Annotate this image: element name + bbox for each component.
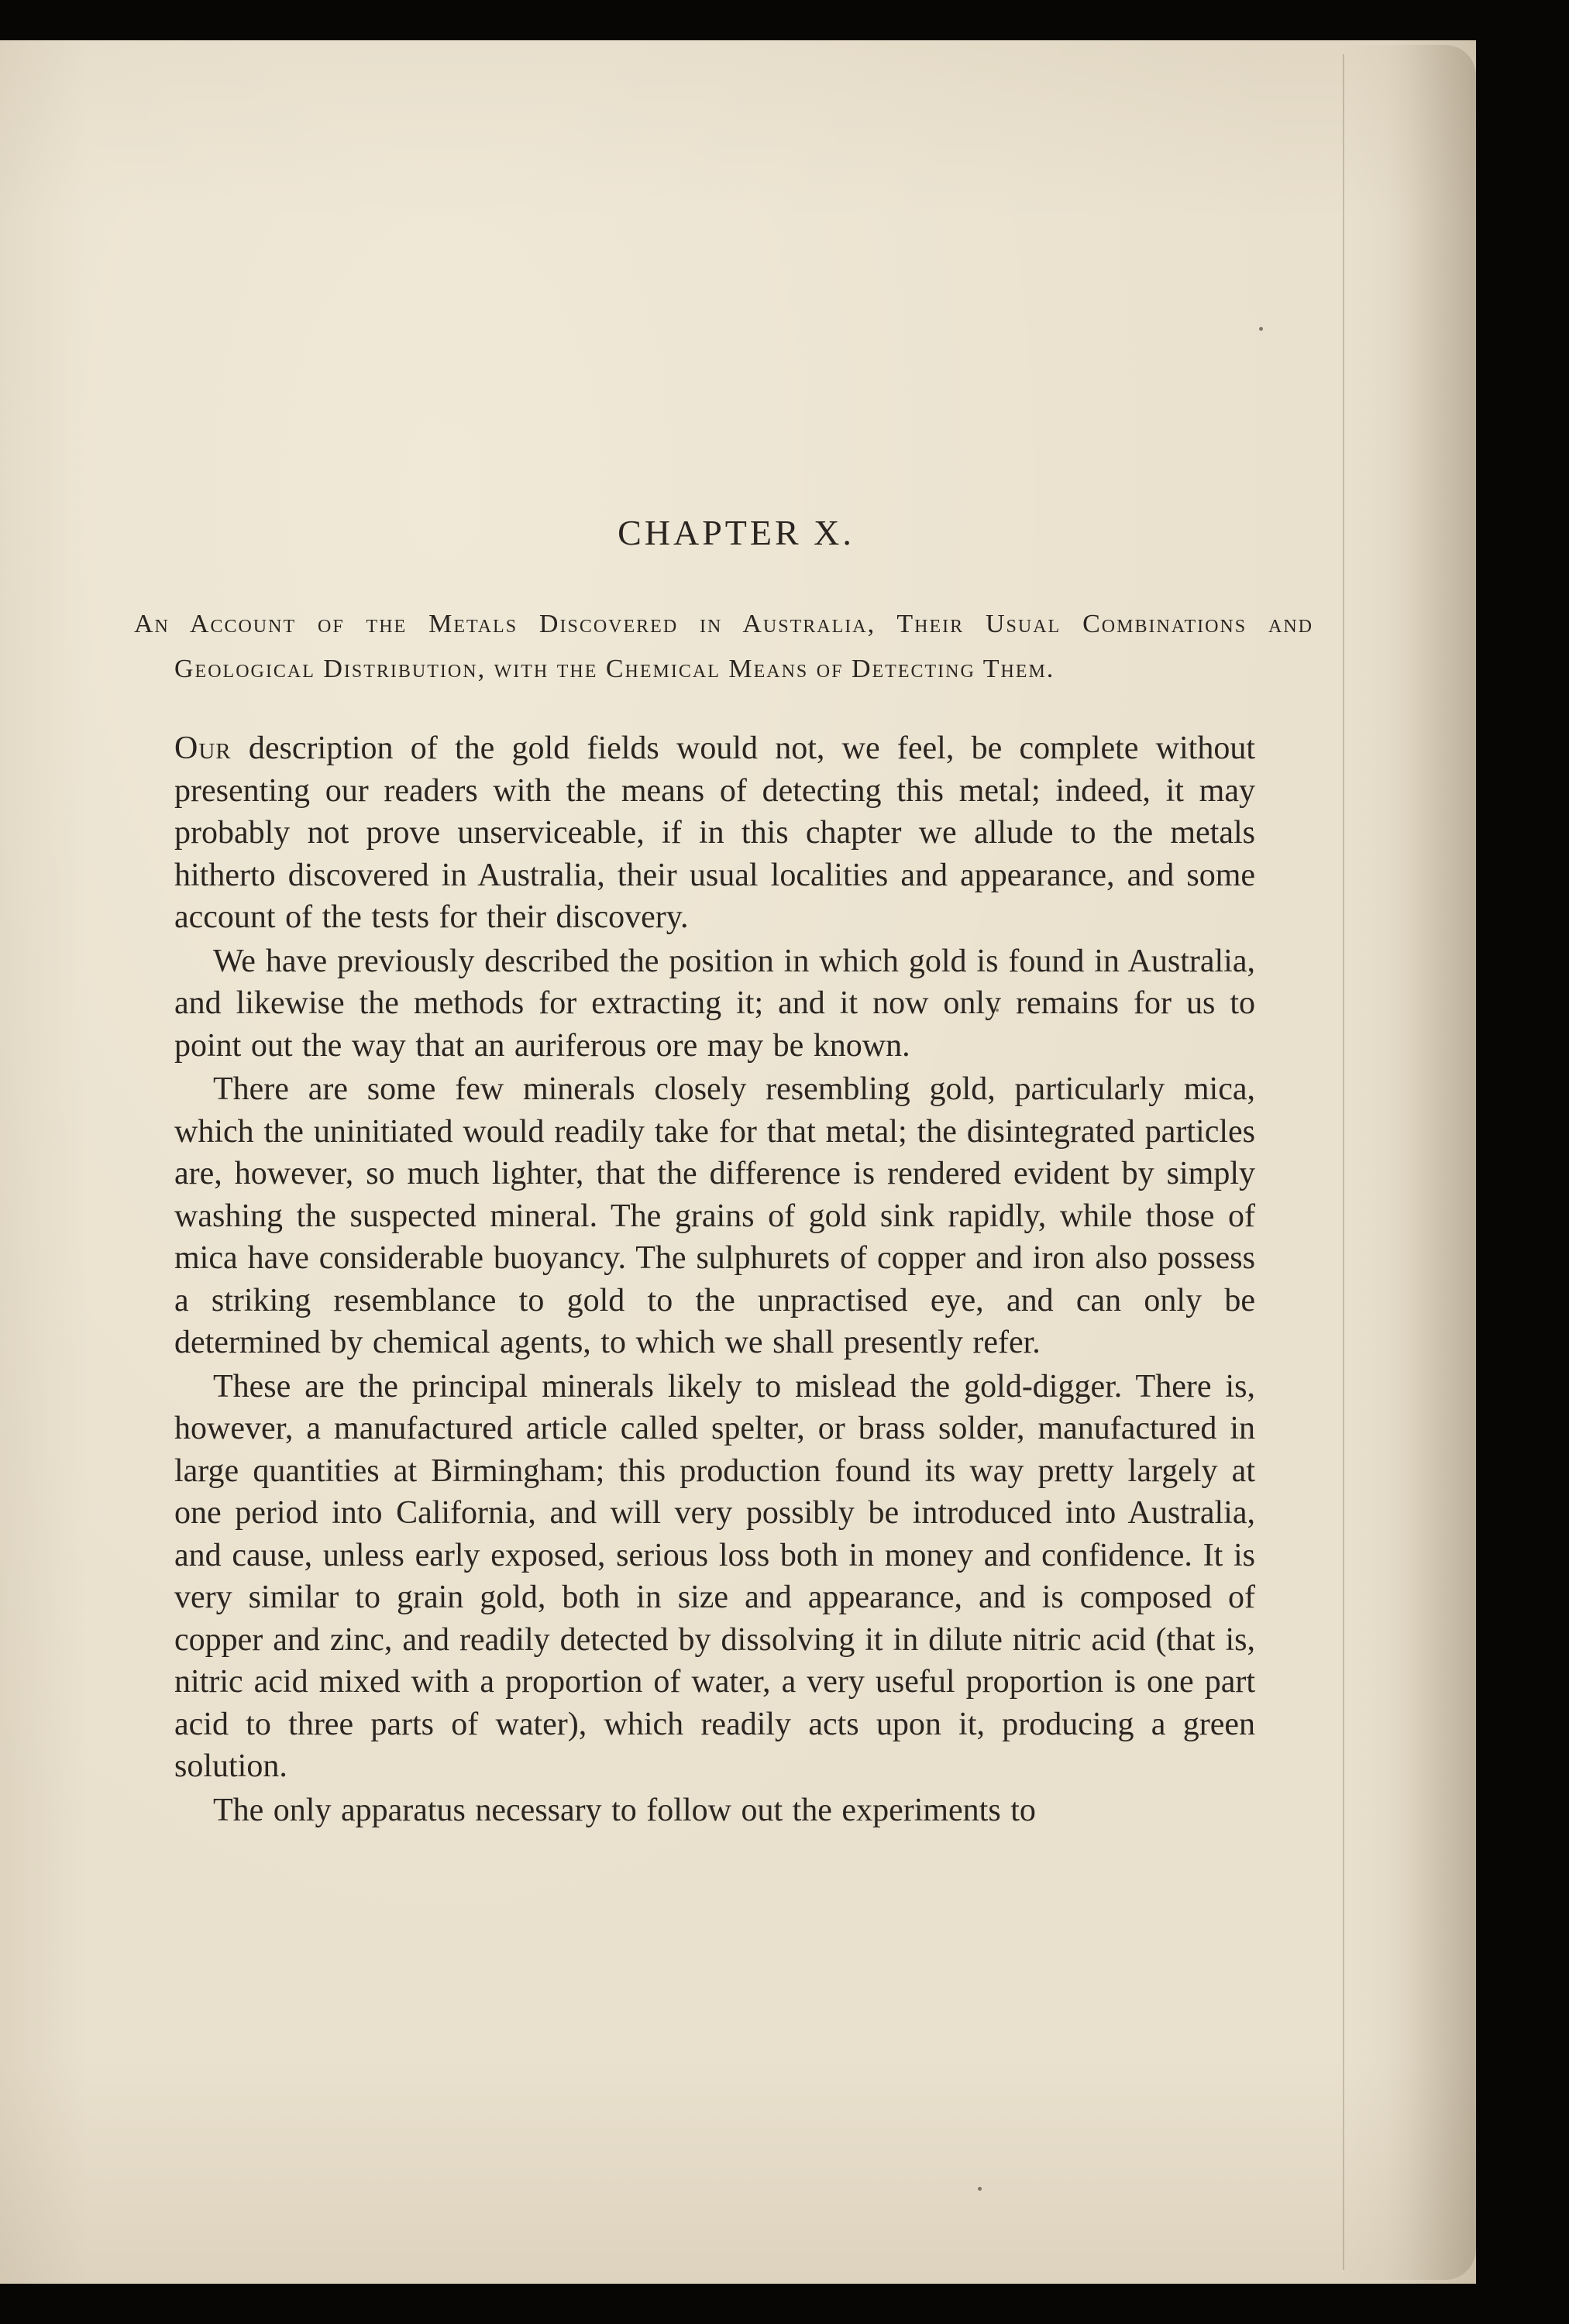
chapter-heading: CHAPTER X. — [618, 513, 855, 552]
paragraph — [174, 727, 1255, 939]
paper-speck — [1259, 327, 1263, 331]
body-text — [174, 727, 1255, 1831]
paragraph-text: description of the gold fields would not, we feel, be complete without presenting our readers with the means of detecting this metal; indeed, it may probably not prove unserviceable, if in this chapter we allude to the metals hitherto discovered in Australia, their usual localities and appearance, and some account of the tests for their discovery. — [174, 731, 1255, 936]
chapter-summary: An Account of the Metals Discovered in Australia, Their Usual Combinations and Geological Distribution, with the Chemical Means of Detecting Them. — [134, 610, 1313, 684]
page-fore-edge — [1340, 45, 1476, 2280]
paragraph: There are some few minerals closely resembling gold, particularly mica, which the uninitiated would readily take for that metal; the disintegrated particles are, however, so much lighter, that the difference is rendered evident by simply washing the suspected mineral. The grains of gold sink rapidly, while those of mica have considerable buoyancy. The sulphurets of copper and iron also possess a striking resemblance to gold to the unpractised eye, and can only be determined by chemical agents, to which we shall presently refer. — [174, 1071, 1255, 1361]
page-text — [134, 496, 1313, 1831]
opening-word: Our — [174, 731, 232, 767]
paper-speck — [978, 2187, 982, 2191]
paragraph: The only apparatus necessary to follow out the experiments to — [213, 1792, 1036, 1828]
paragraph: These are the principal minerals likely to mislead the gold-digger. There is, however, a manufactured article called spelter, or brass solder, manufactured in large quantities at Birmingham; this production found its way pretty largely at one period into California, and will very possibly be introduced into Australia, and cause, unless early exposed, serious loss both in money and confidence. It is very similar to grain gold, both in size and appearance, and is composed of copper and zinc, and readily detected by dissolving it in dilute nitric acid (that is, nitric acid mixed with a proportion of water, a very useful proportion is one part acid to three parts of water), which readily acts upon it, producing a green solution. — [174, 1368, 1255, 1785]
paragraph: We have previously described the position in which gold is found in Australia, and likewise the methods for extracting it; and it now only remains for us to point out the way that an auriferous ore may be known. — [174, 943, 1255, 1064]
